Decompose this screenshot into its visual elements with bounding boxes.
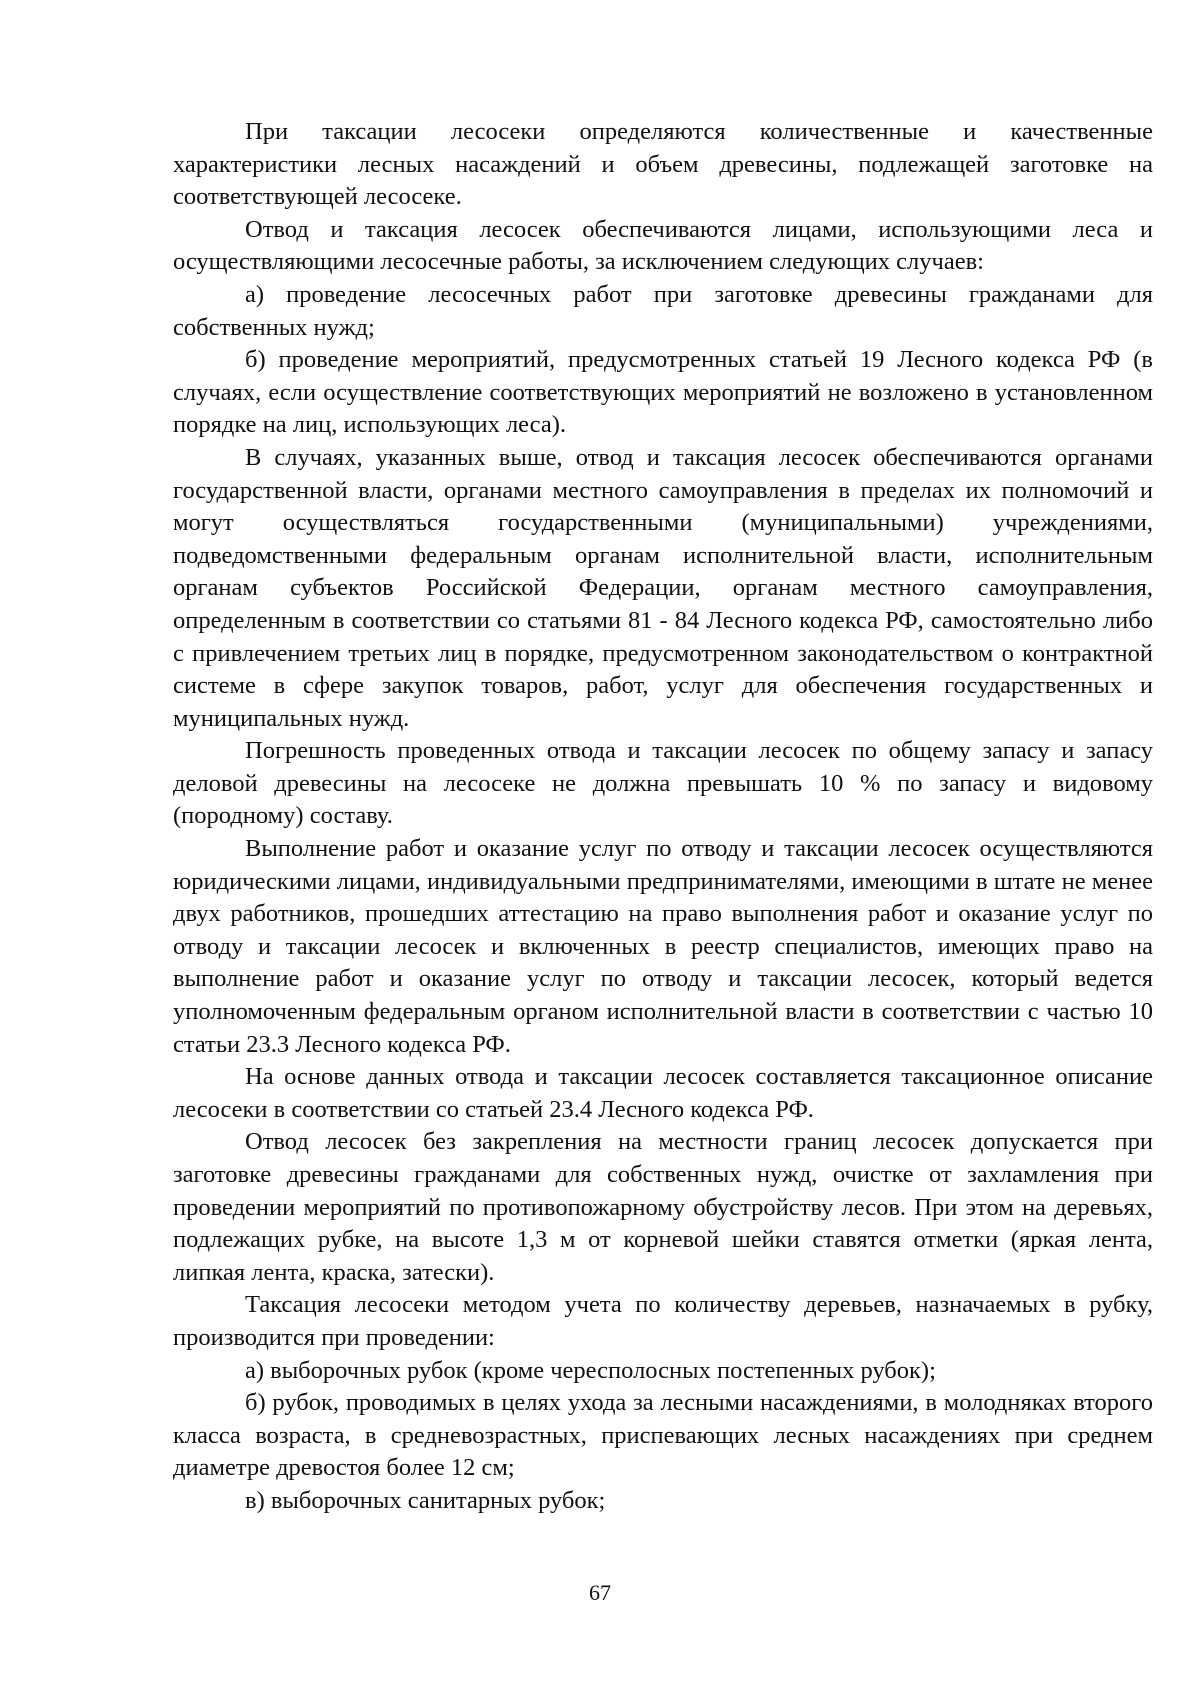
paragraph: б) рубок, проводимых в целях ухода за лесными насаждениями, в молодняках второго класса возраста, в средневозрастных, приспевающих лесных насаждениях при среднем диаметре древостоя более 12 см; xyxy=(173,1389,1153,1482)
paragraph: Выполнение работ и оказание услуг по отводу и таксации лесосек осуществляются юридическими лицами, индивидуальными предпринимателями, имеющими в штате не менее двух работников, прошедших аттестацию на право выполнения работ и оказание услуг по отводу и таксации лесосек и включенных в реестр специалистов, имеющих право на выполнение работ и оказание услуг по отводу и таксации лесосек, который ведется уполномоченным федеральным органом исполнительной власти в соответствии с частью 10 статьи 23.3 Лесного кодекса РФ. xyxy=(173,835,1153,1058)
page-number: 67 xyxy=(589,1580,611,1605)
paragraph: При таксации лесосеки определяются количественные и качественные характеристики лесных насаждений и объем древесины, подлежащей заготовке на соответствующей лесосеке. xyxy=(173,118,1153,211)
paragraph: В случаях, указанных выше, отвод и таксация лесосек обеспечиваются органами государственной власти, органами местного самоуправления в пределах их полномочий и могут осуществляться государственными (муниципальными) учреждениями, подведомственными федеральным органам исполнительной власти, исполнительным органам субъектов Российской Федерации, органам местного самоуправления, определенным в соответствии со статьями 81 - 84 Лесного кодекса РФ, самостоятельно либо с привлечением третьих лиц в порядке, предусмотренном законодательством о контрактной системе в сфере закупок товаров, работ, услуг для обеспечения государственных и муниципальных нужд. xyxy=(173,443,1153,732)
paragraph: Таксация лесосеки методом учета по количеству деревьев, назначаемых в рубку, производится при проведении: xyxy=(173,1291,1153,1351)
paragraph: Отвод и таксация лесосек обеспечиваются лицами, использующими леса и осуществляющими лесосечные работы, за исключением следующих случаев: xyxy=(173,215,1153,276)
paragraph: а) выборочных рубок (кроме чересполосных постепенных рубок); xyxy=(245,1356,936,1384)
paragraph: а) проведение лесосечных работ при заготовке древесины гражданами для собственных нужд; xyxy=(173,280,1153,341)
paragraph: в) выборочных санитарных рубок; xyxy=(245,1486,606,1514)
paragraph: Отвод лесосек без закрепления на местности границ лесосек допускается при заготовке древесины гражданами для собственных нужд, очистке от захламления при проведении мероприятий по противопожарному обустройству лесов. При этом на деревьях, подлежащих рубке, на высоте 1,3 м от корневой шейки ставятся отметки (яркая лента, липкая лента, краска, затески). xyxy=(173,1128,1153,1286)
paragraph: На основе данных отвода и таксации лесосек составляется таксационное описание лесосеки в соответствии со статьей 23.4 Лесного кодекса РФ. xyxy=(173,1063,1153,1123)
paragraph: б) проведение мероприятий, предусмотренных статьей 19 Лесного кодекса РФ (в случаях, если осуществление соответствующих мероприятий не возложено в установленном порядке на лиц, использующих леса). xyxy=(173,346,1153,439)
paragraph: Погрешность проведенных отвода и таксации лесосек по общему запасу и запасу деловой древесины на лесосеке не должна превышать 10 % по запасу и видовому (породному) составу. xyxy=(173,737,1153,830)
body-text xyxy=(173,116,1153,1518)
